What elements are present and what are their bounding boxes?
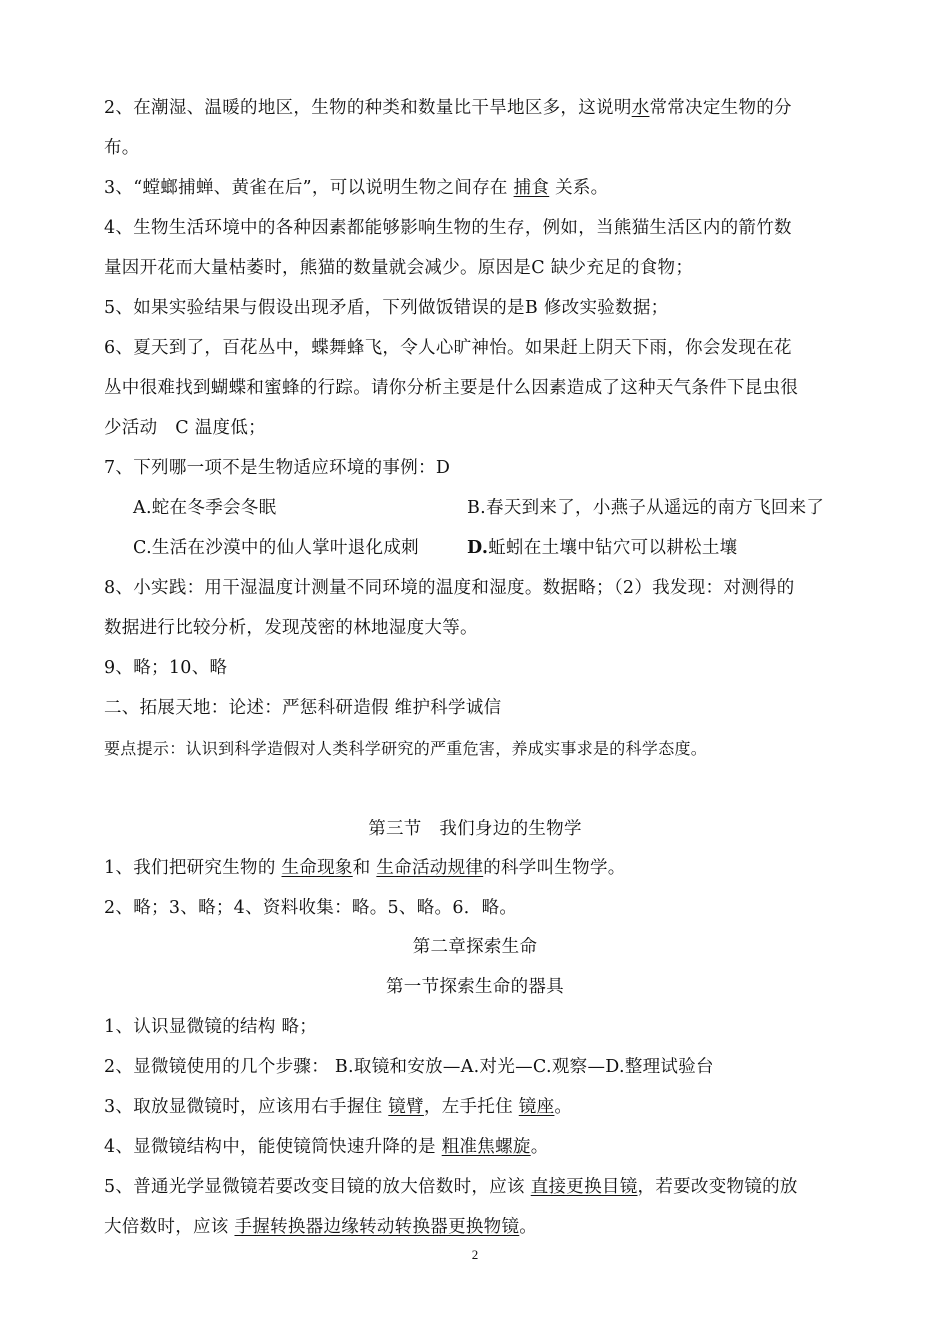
line-q8-cont: 数据进行比较分析，发现茂密的林地湿度大等。 xyxy=(104,618,478,638)
line-q5: 5、如果实验结果与假设出现矛盾，下列做饭错误的是B 修改实验数据； xyxy=(104,298,669,318)
option-d-letter: D. xyxy=(467,538,489,558)
chapter-title: 第二章探索生命 xyxy=(412,937,538,957)
text: 。 xyxy=(519,1217,538,1237)
text: 3、取放显微镜时，应该用右手握住 xyxy=(104,1097,389,1117)
line-q2 xyxy=(104,96,850,120)
text: 3、“螳螂捕蝉、黄雀在后”，可以说明生物之间存在 xyxy=(104,178,514,198)
line-c1: 1、认识显微镜的结构 略； xyxy=(104,1017,318,1037)
line-s2: 2、略；3、略；4、资料收集：略。5、略。6．略。 xyxy=(104,898,518,918)
text: 。 xyxy=(554,1097,573,1117)
text: 5、普通光学显微镜若要改变目镜的放大倍数时，应该 xyxy=(104,1177,531,1197)
subsection-title: 第一节探索生命的器具 xyxy=(386,977,564,997)
line-q4-cont: 量因开花而大量枯萎时，熊猫的数量就会减少。原因是C 缺少充足的食物； xyxy=(104,258,694,278)
answer-underlined: 直接更换目镜 xyxy=(530,1177,638,1197)
text: 的科学叫生物学。 xyxy=(483,858,626,878)
text: 蚯蚓在土壤中钻穴可以耕松土壤 xyxy=(488,538,738,558)
line-extension: 二、拓展天地：论述：严惩科研造假 维护科学诚信 xyxy=(104,698,502,718)
text: 。 xyxy=(530,1137,549,1157)
text: 1、我们把研究生物的 xyxy=(104,858,282,878)
line-q8: 8、小实践：用干湿温度计测量不同环境的温度和湿度。数据略；（2）我发现：对测得的 xyxy=(104,578,795,598)
line-c4 xyxy=(104,1135,850,1159)
answer-underlined: 镜座 xyxy=(518,1097,555,1117)
line-c3 xyxy=(104,1095,850,1119)
line-hint: 要点提示：认识到科学造假对人类科学研究的严重危害，养成实事求是的科学态度。 xyxy=(104,739,708,758)
text: 4、显微镜结构中，能使镜筒快速升降的是 xyxy=(104,1137,442,1157)
answer-underlined: 生命现象 xyxy=(281,858,353,878)
answer-underlined: 手握转换器边缘转动转换器更换物镜 xyxy=(234,1217,520,1237)
answer-underlined: 捕食 xyxy=(513,178,550,198)
line-q4: 4、生物生活环境中的各种因素都能够影响生物的生存，例如，当熊猫生活区内的箭竹数 xyxy=(104,218,792,238)
line-q6-answer: 少活动 C 温度低； xyxy=(104,418,266,438)
line-c5-cont xyxy=(104,1215,850,1239)
line-c5 xyxy=(104,1175,850,1199)
line-c2: 2、显微镜使用的几个步骤： B.取镜和安放—A.对光—C.观察—D.整理试验台 xyxy=(104,1057,714,1077)
text: 和 xyxy=(352,858,377,878)
line-q6: 6、夏天到了，百花丛中，蝶舞蜂飞，令人心旷神怡。如果赶上阴天下雨，你会发现在花 xyxy=(104,338,792,358)
answer-underlined: 生命活动规律 xyxy=(376,858,484,878)
section-title: 第三节 我们身边的生物学 xyxy=(368,819,582,839)
text: ，若要改变物镜的放 xyxy=(637,1177,798,1197)
page-number: 2 xyxy=(471,1247,479,1262)
line-s1 xyxy=(104,856,850,880)
answer-underlined: 粗准焦螺旋 xyxy=(441,1137,531,1157)
option-d xyxy=(467,536,847,560)
option-a: A.蛇在冬季会冬眠 xyxy=(133,498,277,518)
text: ，左手托住 xyxy=(423,1097,519,1117)
line-q7: 7、下列哪一项不是生物适应环境的事例：D xyxy=(104,458,451,478)
line-q2-cont: 布。 xyxy=(104,138,140,158)
option-b: B.春天到来了，小燕子从遥远的南方飞回来了 xyxy=(467,498,825,518)
text: 常常决定生物的分 xyxy=(649,98,792,118)
line-q3 xyxy=(104,176,850,200)
answer-underlined: 水 xyxy=(631,98,650,118)
answer-underlined: 镜臂 xyxy=(388,1097,424,1117)
line-q6-cont: 丛中很难找到蝴蝶和蜜蜂的行踪。请你分析主要是什么因素造成了这种天气条件下昆虫很 xyxy=(104,378,799,398)
line-q9-10: 9、略；10、略 xyxy=(104,658,228,678)
text: 关系。 xyxy=(549,178,609,198)
text: 大倍数时，应该 xyxy=(104,1217,235,1237)
text: 2、在潮湿、温暖的地区，生物的种类和数量比干旱地区多，这说明 xyxy=(104,98,632,118)
option-c: C.生活在沙漠中的仙人掌叶退化成刺 xyxy=(133,538,419,558)
